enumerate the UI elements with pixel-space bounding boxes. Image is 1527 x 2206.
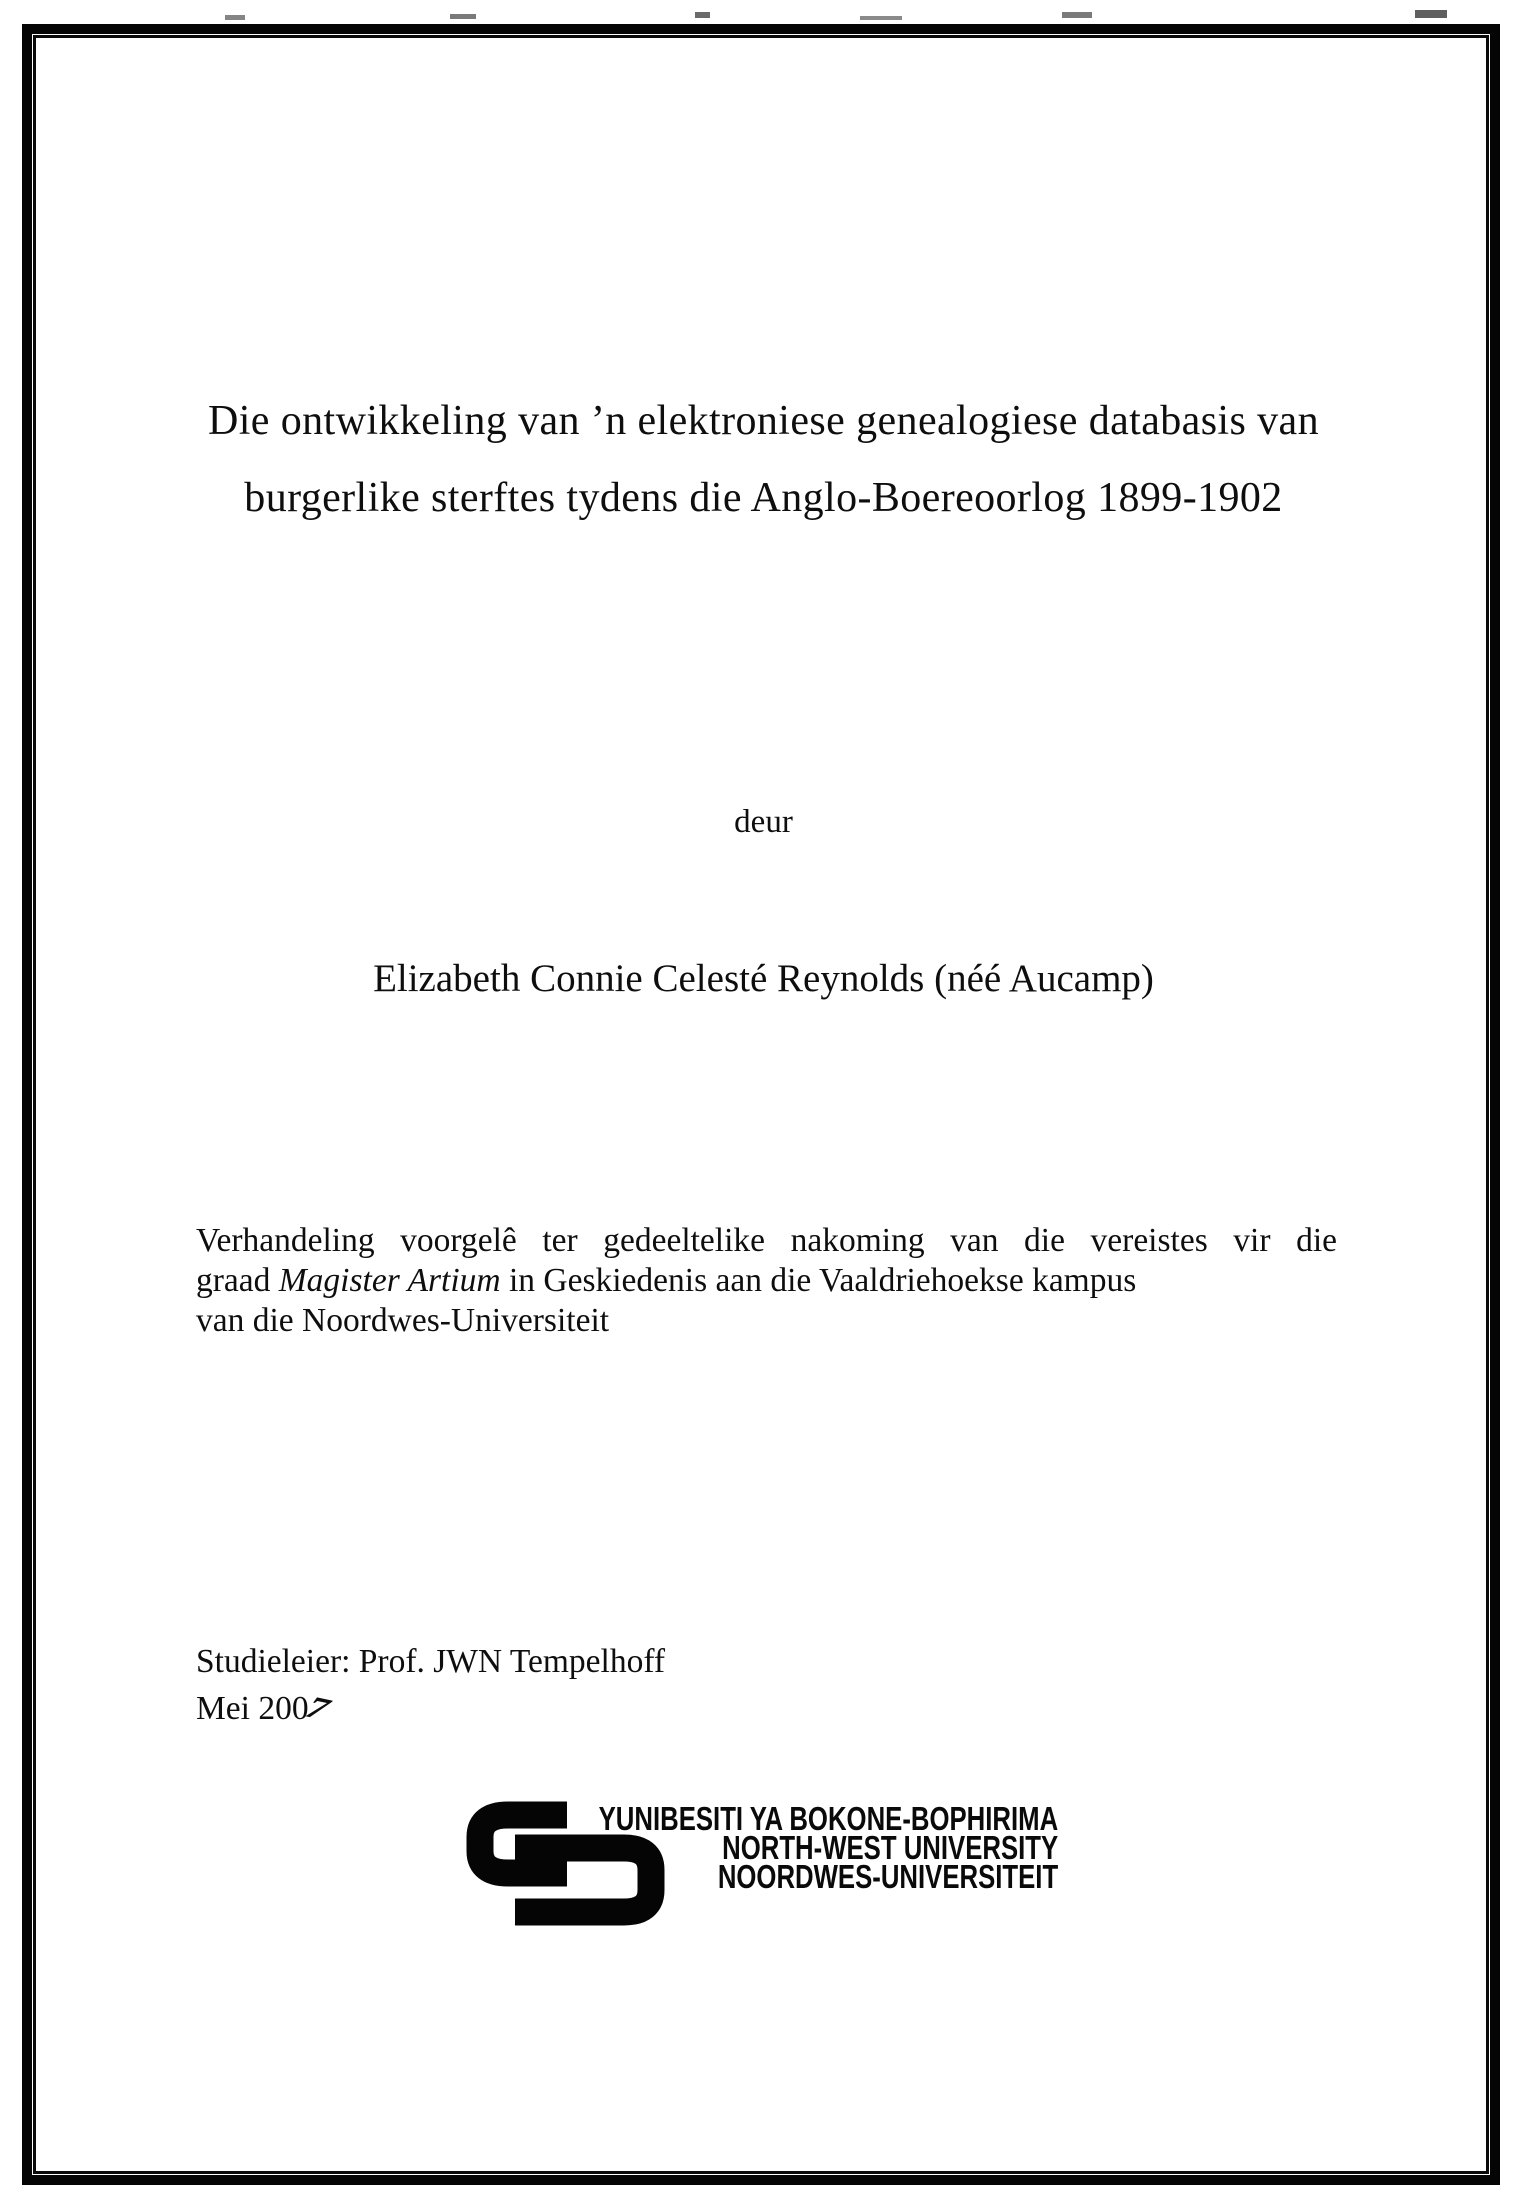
degree-statement-line2-suffix: in Geskiedenis aan die Vaaldriehoekse kampus xyxy=(500,1262,1137,1299)
scan-artifact xyxy=(695,12,710,18)
degree-statement xyxy=(196,1221,1337,1341)
university-logo-wordmark xyxy=(598,1800,1058,1895)
logo-line-english: NORTH-WEST UNIVERSITY xyxy=(721,1829,1058,1866)
thesis-title-line-2: burgerlike sterftes tydens die Anglo-Boereoorlog 1899-1902 xyxy=(244,475,1283,521)
supervisor-line: Studieleier: Prof. JWN Tempelhoff xyxy=(196,1643,666,1680)
scan-artifact xyxy=(450,14,476,19)
thesis-title xyxy=(95,383,1432,537)
date-prefix: Mei 200 xyxy=(196,1690,309,1727)
degree-statement-line-1: Verhandeling voorgelê ter gedeeltelike nakoming van die vereistes vir die xyxy=(196,1222,1337,1259)
byline-label: deur xyxy=(734,804,793,840)
scan-artifact xyxy=(1415,10,1447,18)
scan-artifact xyxy=(225,15,245,20)
scan-artifact xyxy=(860,16,902,20)
degree-statement-line-3: van die Noordwes-Universiteit xyxy=(196,1302,610,1339)
thesis-title-line-1: Die ontwikkeling van ’n elektroniese genealogiese databasis van xyxy=(207,398,1319,444)
handwritten-seven-glyph: 7 xyxy=(296,1690,338,1727)
degree-statement-line2-prefix: graad xyxy=(196,1262,279,1299)
date-line xyxy=(196,1685,665,1732)
scan-artifact xyxy=(1062,12,1092,18)
degree-name-italic: Magister Artium xyxy=(278,1262,501,1299)
degree-statement-line-2 xyxy=(196,1261,1337,1301)
author-name: Elizabeth Connie Celesté Reynolds (néé Aucamp) xyxy=(373,957,1154,1000)
logo-line-setswana: YUNIBESITI YA BOKONE-BOPHIRIMA xyxy=(598,1800,1058,1837)
supervisor-block xyxy=(196,1638,665,1732)
logo-line-afrikaans: NOORDWES-UNIVERSITEIT xyxy=(717,1858,1058,1895)
